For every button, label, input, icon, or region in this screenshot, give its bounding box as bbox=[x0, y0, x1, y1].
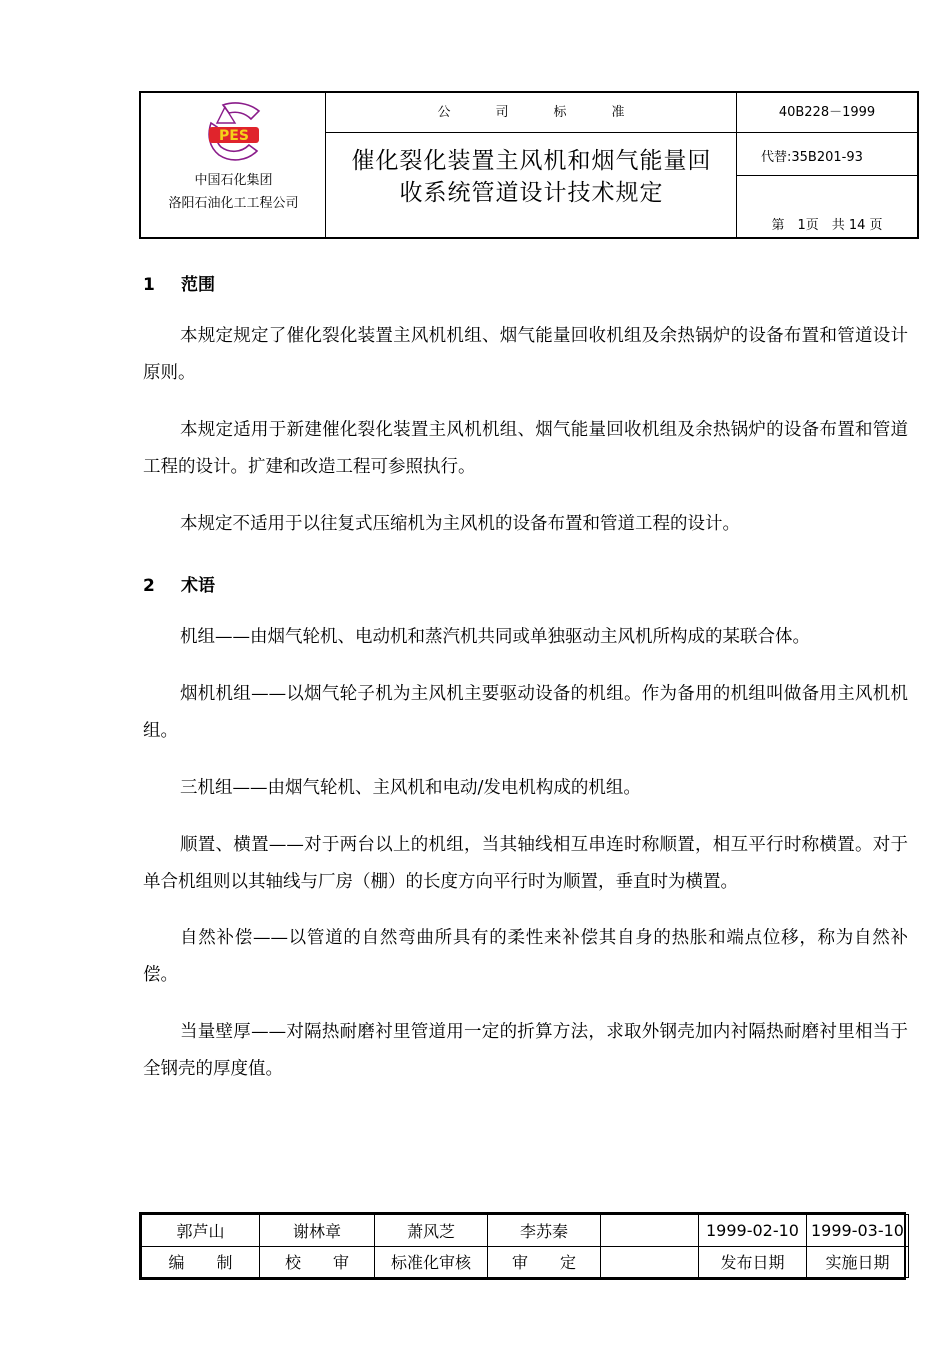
paragraph: 自然补偿——以管道的自然弯曲所具有的柔性来补偿其自身的热胀和端点位移，称为自然补偿。 bbox=[143, 928, 908, 985]
paragraph: 顺置、横置——对于两台以上的机组，当其轴线相互串连时称顺置，相互平行时称横置。对于单合机组则以其轴线与厂房（棚）的长度方向平行时为顺置，垂直时为横置。 bbox=[143, 835, 908, 892]
role-cell: 标准化审核 bbox=[375, 1246, 488, 1278]
issue-date: 1999-02-10 bbox=[699, 1215, 807, 1247]
name-cell: 李苏秦 bbox=[488, 1215, 601, 1247]
replaces-code: 代替:35B201-93 bbox=[737, 133, 917, 176]
paragraph: 本规定适用于新建催化裂化装置主风机机组、烟气能量回收机组及余热锅炉的设备布置和管道工程的设计。扩建和改造工程可参照执行。 bbox=[143, 420, 908, 477]
paragraph: 本规定不适用于以往复式压缩机为主风机的设备布置和管道工程的设计。 bbox=[180, 514, 740, 534]
role-cell: 审 定 bbox=[488, 1246, 601, 1278]
standard-type-label: 公 司 标 准 bbox=[326, 93, 737, 133]
page-info: 第 1页 共 14 页 bbox=[771, 218, 883, 233]
paragraph: 本规定规定了催化裂化装置主风机机组、烟气能量回收机组及余热锅炉的设备布置和管道设计原则。 bbox=[143, 326, 908, 383]
name-cell: 郭芦山 bbox=[142, 1215, 260, 1247]
effective-date-label: 实施日期 bbox=[807, 1246, 909, 1278]
table-row bbox=[142, 1215, 909, 1247]
paragraph: 机组——由烟气轮机、电动机和蒸汽机共同或单独驱动主风机所构成的某联合体。 bbox=[180, 627, 810, 647]
document-title: 催化裂化装置主风机和烟气能量回 收系统管道设计技术规定 bbox=[351, 148, 712, 206]
company-logo bbox=[201, 101, 265, 163]
org-name-group: 中国石化集团 bbox=[194, 173, 273, 188]
title-cell bbox=[326, 93, 737, 237]
standard-code: 40B228－1999 bbox=[737, 93, 917, 133]
name-cell: 谢林章 bbox=[260, 1215, 375, 1247]
code-cell bbox=[737, 93, 917, 237]
role-cell: 编 制 bbox=[142, 1246, 260, 1278]
standard-header-block bbox=[139, 91, 919, 239]
table-row bbox=[142, 1246, 909, 1278]
org-name-company: 洛阳石油化工工程公司 bbox=[168, 196, 299, 211]
issue-date-label: 发布日期 bbox=[699, 1246, 807, 1278]
signoff-table bbox=[139, 1212, 906, 1280]
paragraph: 烟机机组——以烟气轮子机为主风机主要驱动设备的机组。作为备用的机组叫做备用主风机机组。 bbox=[143, 684, 908, 741]
role-cell bbox=[601, 1246, 699, 1278]
paragraph: 当量壁厚——对隔热耐磨衬里管道用一定的折算方法，求取外钢壳加内衬隔热耐磨衬里相当于全钢壳的厚度值。 bbox=[143, 1022, 908, 1079]
role-cell: 校 审 bbox=[260, 1246, 375, 1278]
svg-text:PES: PES bbox=[219, 128, 249, 144]
effective-date: 1999-03-10 bbox=[807, 1215, 909, 1247]
name-cell bbox=[601, 1215, 699, 1247]
section-heading-scope: 1 范围 bbox=[143, 275, 215, 295]
paragraph: 三机组——由烟气轮机、主风机和电动/发电机构成的机组。 bbox=[180, 778, 641, 798]
name-cell: 萧风芝 bbox=[375, 1215, 488, 1247]
org-cell bbox=[141, 93, 326, 237]
section-heading-terms: 2 术语 bbox=[143, 576, 215, 596]
